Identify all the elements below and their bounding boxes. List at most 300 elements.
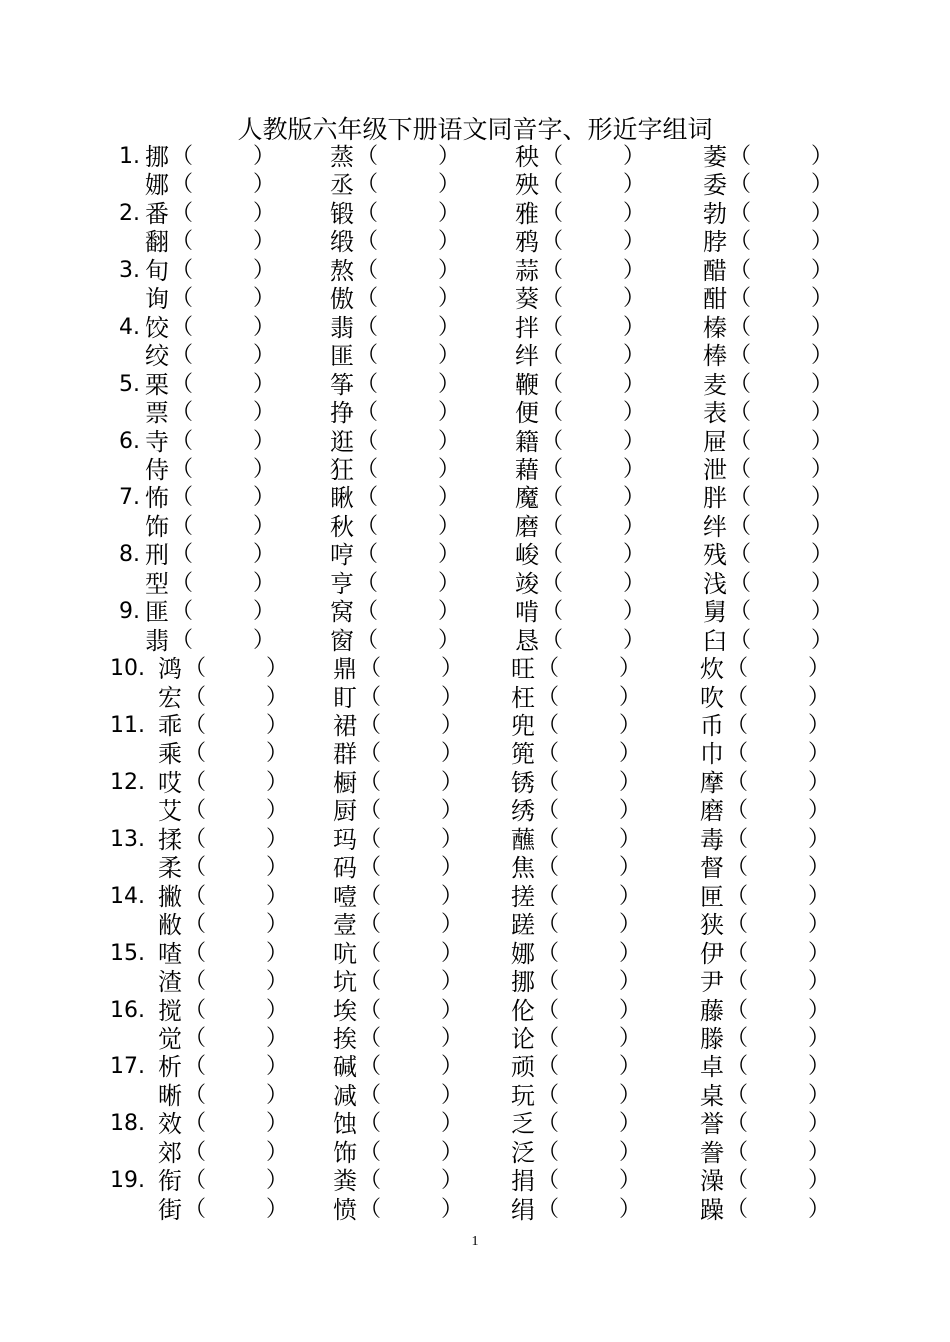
paren-open: （ xyxy=(359,826,382,852)
character: 绞 xyxy=(145,342,169,371)
paren-open: （ xyxy=(729,257,752,283)
group-number: 4. xyxy=(119,314,140,340)
character: 藉 xyxy=(515,455,539,484)
word-cell xyxy=(158,997,318,1025)
paren-open: （ xyxy=(359,997,382,1023)
character: 泛 xyxy=(511,1138,535,1167)
character: 棒 xyxy=(703,342,727,371)
paren-close: ） xyxy=(623,286,646,312)
word-cell xyxy=(703,228,863,256)
paren-open: （ xyxy=(171,627,194,653)
paren-open: （ xyxy=(541,257,564,283)
word-cell xyxy=(330,570,490,598)
paren-close: ） xyxy=(811,542,834,568)
word-cell xyxy=(158,826,318,854)
character: 型 xyxy=(145,569,169,598)
character: 亨 xyxy=(330,569,354,598)
word-cell xyxy=(700,1139,860,1167)
character: 渣 xyxy=(158,968,182,997)
paren-close: ） xyxy=(441,713,464,738)
word-cell xyxy=(511,740,671,768)
word-cell xyxy=(703,171,863,199)
word-cell xyxy=(700,655,860,683)
word-cell xyxy=(145,200,305,228)
word-cell xyxy=(145,314,305,342)
character: 麦 xyxy=(703,370,727,399)
paren-close: ） xyxy=(808,769,831,795)
word-cell xyxy=(333,1053,493,1081)
character: 蒜 xyxy=(515,256,539,285)
paren-open: （ xyxy=(537,1025,560,1051)
paren-open: （ xyxy=(729,229,752,255)
paren-open: （ xyxy=(726,912,749,938)
word-cell xyxy=(700,826,860,854)
paren-close: ） xyxy=(808,656,831,682)
paren-open: （ xyxy=(184,769,207,795)
paren-open: （ xyxy=(171,371,194,397)
character: 壹 xyxy=(333,911,357,940)
paren-close: ） xyxy=(266,1168,289,1194)
word-cell xyxy=(333,940,493,968)
table-row xyxy=(0,712,950,740)
paren-open: （ xyxy=(537,1139,560,1165)
paren-open: （ xyxy=(359,684,382,710)
paren-open: （ xyxy=(537,1196,560,1222)
word-cell xyxy=(700,997,860,1025)
word-cell xyxy=(330,143,490,171)
group-number: 5. xyxy=(119,371,140,397)
character: 舅 xyxy=(703,598,727,627)
word-cell xyxy=(158,1053,318,1081)
paren-close: ） xyxy=(253,542,276,568)
paren-open: （ xyxy=(184,1111,207,1137)
character: 磨 xyxy=(700,797,724,826)
word-cell xyxy=(515,143,675,171)
word-cell xyxy=(330,513,490,541)
character: 晰 xyxy=(158,1081,182,1110)
paren-open: （ xyxy=(356,144,379,169)
paren-open: （ xyxy=(356,371,379,397)
word-cell xyxy=(158,911,318,939)
character: 搓 xyxy=(511,882,535,911)
word-cell xyxy=(515,627,675,655)
paren-open: （ xyxy=(359,883,382,909)
character: 秧 xyxy=(515,143,539,171)
word-cell xyxy=(158,940,318,968)
paren-close: ） xyxy=(266,684,289,710)
word-cell xyxy=(145,342,305,370)
paren-close: ） xyxy=(253,570,276,596)
paren-open: （ xyxy=(356,542,379,568)
paren-open: （ xyxy=(729,343,752,369)
word-cell xyxy=(333,1110,493,1138)
paren-open: （ xyxy=(184,656,207,682)
word-cell xyxy=(703,456,863,484)
word-cell xyxy=(700,968,860,996)
paren-open: （ xyxy=(184,1025,207,1051)
word-cell xyxy=(511,911,671,939)
paren-open: （ xyxy=(171,542,194,568)
paren-close: ） xyxy=(623,229,646,255)
character: 哎 xyxy=(158,768,182,797)
character: 询 xyxy=(145,285,169,314)
paren-open: （ xyxy=(729,371,752,397)
table-row xyxy=(0,684,950,712)
table-row xyxy=(0,1167,950,1195)
paren-open: （ xyxy=(184,969,207,995)
paren-close: ） xyxy=(808,1168,831,1194)
paren-close: ） xyxy=(266,713,289,738)
paren-close: ） xyxy=(619,713,642,738)
word-cell xyxy=(333,883,493,911)
paren-open: （ xyxy=(184,826,207,852)
word-cell xyxy=(703,428,863,456)
word-cell xyxy=(333,1082,493,1110)
character: 秋 xyxy=(330,512,354,541)
word-cell xyxy=(511,968,671,996)
paren-close: ） xyxy=(808,713,831,738)
word-cell xyxy=(511,1053,671,1081)
word-cell xyxy=(333,740,493,768)
word-cell xyxy=(700,1025,860,1053)
paren-close: ） xyxy=(253,144,276,169)
paren-open: （ xyxy=(537,883,560,909)
word-cell xyxy=(511,883,671,911)
word-cell xyxy=(511,1196,671,1224)
paren-open: （ xyxy=(184,684,207,710)
paren-close: ） xyxy=(266,798,289,824)
character: 兜 xyxy=(511,712,535,740)
paren-close: ） xyxy=(811,200,834,226)
paren-open: （ xyxy=(359,1168,382,1194)
paren-open: （ xyxy=(729,314,752,340)
word-cell xyxy=(515,598,675,626)
character: 摩 xyxy=(700,768,724,797)
word-cell xyxy=(158,968,318,996)
paren-open: （ xyxy=(541,627,564,653)
paren-close: ） xyxy=(266,1139,289,1165)
table-row xyxy=(0,1053,950,1081)
paren-close: ） xyxy=(808,912,831,938)
character: 翡 xyxy=(145,626,169,655)
character: 魔 xyxy=(515,484,539,513)
character: 刑 xyxy=(145,541,169,570)
paren-open: （ xyxy=(184,940,207,966)
paren-close: ） xyxy=(438,314,461,340)
paren-open: （ xyxy=(171,599,194,625)
paren-close: ） xyxy=(619,883,642,909)
paren-close: ） xyxy=(441,1196,464,1222)
character: 乘 xyxy=(158,740,182,769)
paren-close: ） xyxy=(619,997,642,1023)
character: 绢 xyxy=(511,1195,535,1224)
paren-close: ） xyxy=(811,371,834,397)
table-row xyxy=(0,228,950,256)
paren-open: （ xyxy=(726,769,749,795)
paren-open: （ xyxy=(171,257,194,283)
paren-close: ） xyxy=(808,1139,831,1165)
character: 泄 xyxy=(703,455,727,484)
word-cell xyxy=(158,1082,318,1110)
character: 艾 xyxy=(158,797,182,826)
character: 币 xyxy=(700,712,724,740)
paren-close: ） xyxy=(438,542,461,568)
word-cell xyxy=(158,854,318,882)
paren-close: ） xyxy=(441,826,464,852)
paren-open: （ xyxy=(729,570,752,596)
word-cell xyxy=(703,627,863,655)
paren-close: ） xyxy=(623,456,646,482)
word-cell xyxy=(333,1025,493,1053)
character: 浅 xyxy=(703,569,727,598)
word-cell xyxy=(158,712,318,740)
word-cell xyxy=(158,1139,318,1167)
word-cell xyxy=(145,428,305,456)
word-cell xyxy=(145,285,305,313)
paren-close: ） xyxy=(266,826,289,852)
word-cell xyxy=(515,456,675,484)
paren-close: ） xyxy=(619,826,642,852)
word-cell xyxy=(333,655,493,683)
paren-close: ） xyxy=(253,257,276,283)
word-cell xyxy=(511,1110,671,1138)
paren-open: （ xyxy=(184,1168,207,1194)
character: 蚀 xyxy=(333,1110,357,1139)
word-cell xyxy=(700,883,860,911)
character: 脖 xyxy=(703,228,727,257)
word-cell xyxy=(700,684,860,712)
paren-close: ） xyxy=(808,940,831,966)
paren-close: ） xyxy=(266,969,289,995)
character: 卓 xyxy=(700,1053,724,1082)
word-cell xyxy=(158,1110,318,1138)
word-cell xyxy=(145,541,305,569)
word-cell xyxy=(515,371,675,399)
paren-close: ） xyxy=(619,798,642,824)
paren-open: （ xyxy=(729,456,752,482)
paren-close: ） xyxy=(441,997,464,1023)
paren-open: （ xyxy=(541,200,564,226)
word-cell xyxy=(515,570,675,598)
paren-open: （ xyxy=(726,1082,749,1108)
table-row xyxy=(0,797,950,825)
group-number: 12. xyxy=(110,769,145,795)
paren-close: ） xyxy=(623,542,646,568)
word-cell xyxy=(145,484,305,512)
paren-close: ） xyxy=(266,912,289,938)
character: 勃 xyxy=(703,199,727,228)
paren-close: ） xyxy=(438,286,461,312)
word-cell xyxy=(700,911,860,939)
group-number: 10. xyxy=(110,656,145,682)
paren-open: （ xyxy=(184,997,207,1023)
character: 挣 xyxy=(330,399,354,428)
character: 翻 xyxy=(145,228,169,257)
paren-open: （ xyxy=(171,286,194,312)
paren-open: （ xyxy=(541,485,564,511)
character: 效 xyxy=(158,1110,182,1139)
paren-open: （ xyxy=(184,798,207,824)
paren-close: ） xyxy=(438,485,461,511)
paren-close: ） xyxy=(253,485,276,511)
table-row xyxy=(0,1110,950,1138)
paren-open: （ xyxy=(359,769,382,795)
paren-open: （ xyxy=(356,314,379,340)
character: 宏 xyxy=(158,683,182,712)
word-cell xyxy=(703,143,863,171)
character: 傲 xyxy=(330,285,354,314)
character: 炊 xyxy=(700,655,724,684)
paren-open: （ xyxy=(537,1111,560,1137)
word-cell xyxy=(333,854,493,882)
paren-open: （ xyxy=(184,1139,207,1165)
character: 玛 xyxy=(333,825,357,854)
character: 娜 xyxy=(145,171,169,200)
word-cell xyxy=(700,797,860,825)
paren-close: ） xyxy=(623,172,646,198)
paren-open: （ xyxy=(541,428,564,454)
character: 绊 xyxy=(703,512,727,541)
paren-open: （ xyxy=(726,1025,749,1051)
paren-close: ） xyxy=(438,570,461,596)
word-cell xyxy=(703,513,863,541)
character: 鸦 xyxy=(515,228,539,257)
paren-close: ） xyxy=(266,656,289,682)
paren-close: ） xyxy=(619,1139,642,1165)
group-number: 7. xyxy=(119,485,140,511)
paren-open: （ xyxy=(171,343,194,369)
character: 盯 xyxy=(333,683,357,712)
character: 锈 xyxy=(511,768,535,797)
paren-open: （ xyxy=(184,1054,207,1080)
character: 蹉 xyxy=(511,911,535,940)
word-cell xyxy=(330,371,490,399)
paren-open: （ xyxy=(184,741,207,767)
character: 栗 xyxy=(145,370,169,399)
paren-open: （ xyxy=(729,542,752,568)
character: 侍 xyxy=(145,455,169,484)
paren-close: ） xyxy=(253,200,276,226)
paren-open: （ xyxy=(171,314,194,340)
word-cell xyxy=(515,171,675,199)
table-row xyxy=(0,627,950,655)
word-cell xyxy=(511,940,671,968)
character: 蒸 xyxy=(330,143,354,171)
paren-open: （ xyxy=(171,144,194,169)
character: 玩 xyxy=(511,1081,535,1110)
paren-close: ） xyxy=(266,1111,289,1137)
paren-close: ） xyxy=(808,855,831,881)
table-row xyxy=(0,655,950,683)
paren-open: （ xyxy=(356,456,379,482)
character: 葵 xyxy=(515,285,539,314)
word-cell xyxy=(700,1082,860,1110)
character: 衔 xyxy=(158,1167,182,1196)
word-cell xyxy=(145,143,305,171)
paren-close: ） xyxy=(441,1168,464,1194)
table-row xyxy=(0,171,950,199)
word-cell xyxy=(515,513,675,541)
character: 屉 xyxy=(703,427,727,456)
paren-open: （ xyxy=(537,969,560,995)
paren-close: ） xyxy=(438,144,461,169)
page-title: 人教版六年级下册语文同音字、形近字组词 xyxy=(237,115,713,144)
character: 顽 xyxy=(511,1053,535,1082)
paren-open: （ xyxy=(184,713,207,738)
paren-open: （ xyxy=(171,570,194,596)
word-cell xyxy=(333,826,493,854)
paren-close: ） xyxy=(623,400,646,426)
paren-open: （ xyxy=(537,769,560,795)
paren-close: ） xyxy=(811,286,834,312)
character: 乏 xyxy=(511,1110,535,1139)
paren-close: ） xyxy=(811,172,834,198)
paren-close: ） xyxy=(619,769,642,795)
paren-open: （ xyxy=(171,200,194,226)
character: 碱 xyxy=(333,1053,357,1082)
word-cell xyxy=(703,598,863,626)
table-row xyxy=(0,314,950,342)
word-cell xyxy=(511,854,671,882)
paren-open: （ xyxy=(726,741,749,767)
character: 翡 xyxy=(330,313,354,342)
paren-close: ） xyxy=(441,769,464,795)
group-number: 11. xyxy=(110,713,145,738)
character: 挪 xyxy=(511,968,535,997)
character: 窝 xyxy=(330,598,354,627)
character: 吹 xyxy=(700,683,724,712)
word-cell xyxy=(330,257,490,285)
table-row xyxy=(0,342,950,370)
paren-close: ） xyxy=(441,656,464,682)
paren-close: ） xyxy=(623,513,646,539)
group-number: 16. xyxy=(110,997,145,1023)
paren-close: ） xyxy=(253,456,276,482)
paren-close: ） xyxy=(441,1054,464,1080)
paren-open: （ xyxy=(537,1082,560,1108)
character: 寺 xyxy=(145,427,169,456)
paren-close: ） xyxy=(441,1111,464,1137)
paren-open: （ xyxy=(541,542,564,568)
word-cell xyxy=(511,997,671,1025)
paren-close: ） xyxy=(438,200,461,226)
character: 怖 xyxy=(145,484,169,513)
paren-close: ） xyxy=(623,570,646,596)
character: 熬 xyxy=(330,256,354,285)
paren-open: （ xyxy=(541,371,564,397)
word-cell xyxy=(511,655,671,683)
word-cell xyxy=(333,712,493,740)
paren-close: ） xyxy=(438,513,461,539)
character: 筝 xyxy=(330,370,354,399)
character: 鼎 xyxy=(333,655,357,684)
word-cell xyxy=(145,228,305,256)
character: 噎 xyxy=(333,882,357,911)
word-cell xyxy=(703,371,863,399)
word-cell xyxy=(511,769,671,797)
paren-open: （ xyxy=(729,627,752,653)
word-cell xyxy=(333,911,493,939)
paren-close: ） xyxy=(619,1111,642,1137)
word-cell xyxy=(158,883,318,911)
character: 伊 xyxy=(700,939,724,968)
paren-close: ） xyxy=(623,485,646,511)
character: 娜 xyxy=(511,939,535,968)
table-row xyxy=(0,769,950,797)
word-cell xyxy=(145,399,305,427)
paren-close: ） xyxy=(619,1054,642,1080)
table-row xyxy=(0,1025,950,1053)
